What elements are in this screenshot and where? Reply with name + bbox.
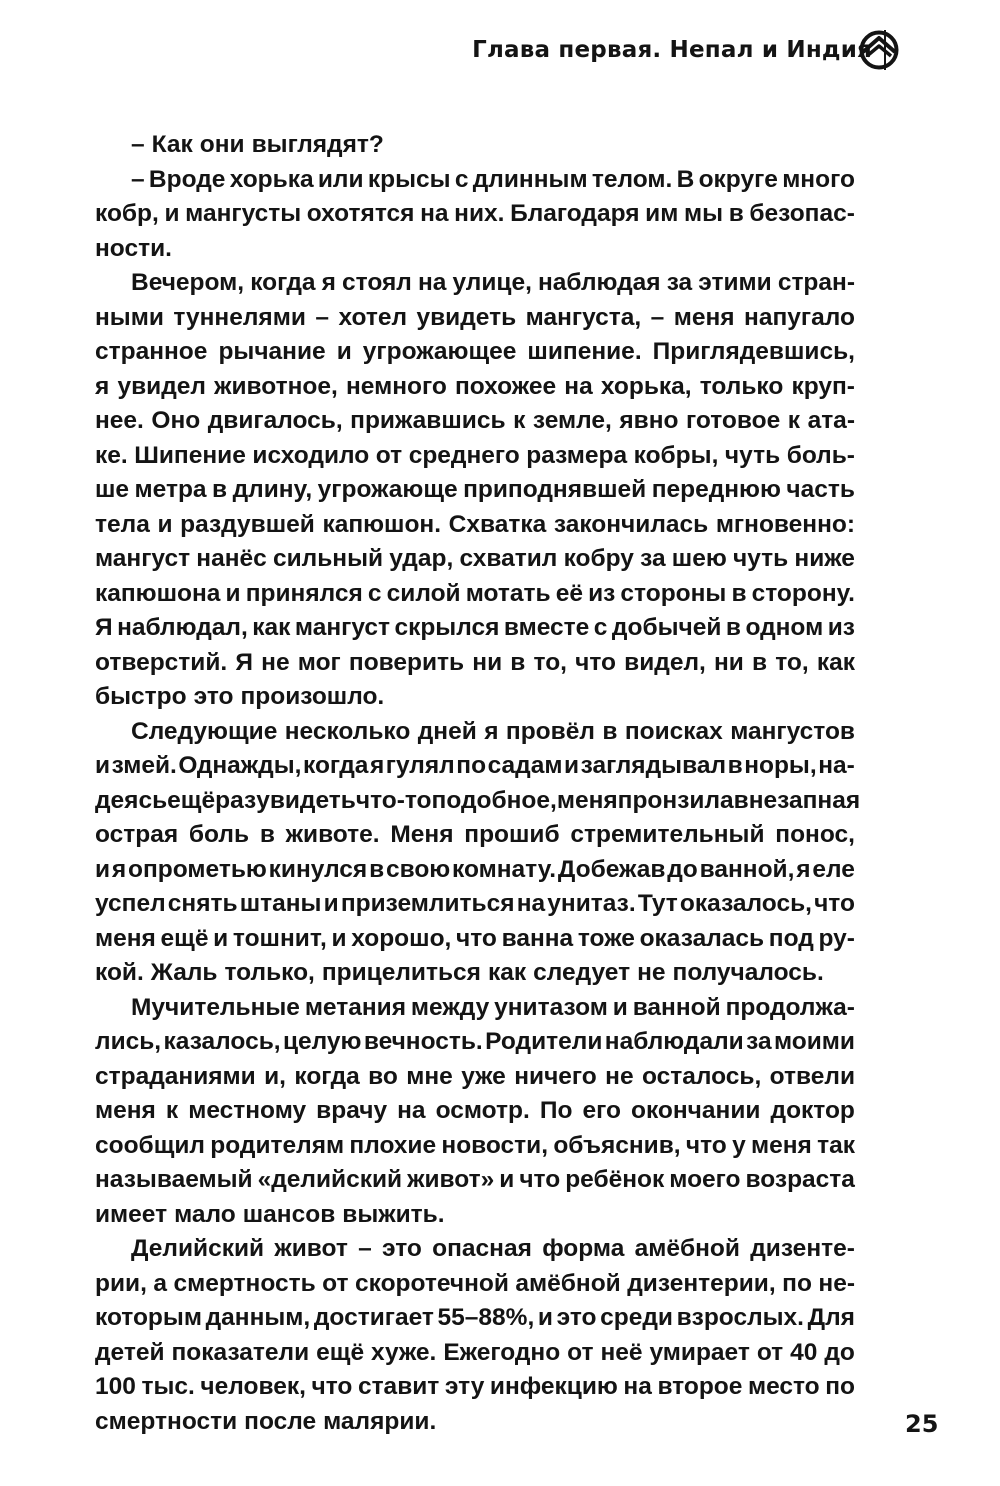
text-line: 100 тыс. человек, что ставит эту инфекцию на второе место по xyxy=(95,1373,855,1400)
text-line: называемый «делийский живот» и что ребёнок моего возраста xyxy=(95,1166,855,1193)
text-line: успел снять штаны и приземлиться на унитаз. Тут оказалось, что xyxy=(95,890,855,917)
body-text xyxy=(95,128,861,1439)
chapter-title: Глава первая. Непал и Индия xyxy=(472,37,872,63)
text-line: Следующие несколько дней я провёл в поисках мангустов xyxy=(131,717,855,745)
text-line: которым данным, достигает 55–88%, и это среди взрослых. Для xyxy=(95,1304,855,1331)
text-line: быстро это произошло. xyxy=(95,683,385,710)
running-header xyxy=(472,28,900,72)
page-number: 25 xyxy=(905,1410,939,1438)
text-line: Вечером, когда я стоял на улице, наблюдая за этими стран- xyxy=(131,269,855,296)
text-line: смертности после малярии. xyxy=(95,1407,437,1435)
text-line: – Вроде хорька или крысы с длинным телом. В округе много xyxy=(131,165,855,193)
text-line: ности. xyxy=(95,234,172,262)
text-line: я увидел животное, немного похожее на хорька, только круп- xyxy=(95,372,855,400)
text-line: кой. Жаль только, прицелиться как следует не получалось. xyxy=(95,959,824,986)
text-line: страданиями и, когда во мне уже ничего не осталось, отвели xyxy=(95,1062,855,1090)
text-line: меня к местному врачу на осмотр. По его окончании доктор xyxy=(95,1097,855,1124)
text-line: лись, казалось, целую вечность. Родители наблюдали за моими xyxy=(95,1028,855,1055)
text-line: тела и раздувшей капюшон. Схватка закончилась мгновенно: xyxy=(95,510,855,538)
text-line: – Как они выглядят? xyxy=(131,131,384,158)
text-line: Делийский живот – это опасная форма амёбной дизенте- xyxy=(131,1235,855,1262)
publisher-logo-icon xyxy=(858,29,900,71)
text-line: ными туннелями – хотел увидеть мангуста, – меня напугало xyxy=(95,303,855,331)
text-line: капюшона и принялся с силой мотать её из стороны в сторону. xyxy=(95,579,855,607)
text-line: ше метра в длину, угрожающе приподнявшей переднюю часть xyxy=(95,476,855,503)
text-line: нее. Оно двигалось, прижавшись к земле, явно готовое к ата- xyxy=(95,407,855,434)
text-line: сообщил родителям плохие новости, объяснив, что у меня так xyxy=(95,1131,855,1159)
text-line: мангуст нанёс сильный удар, схватил кобру за шею чуть ниже xyxy=(95,545,855,572)
text-line: отверстий. Я не мог поверить ни в то, что видел, ни в то, как xyxy=(95,648,855,676)
text-line: острая боль в животе. Меня прошиб стремительный понос, xyxy=(95,821,855,848)
text-line: меня ещё и тошнит, и хорошо, что ванна тоже оказалась под ру- xyxy=(95,924,855,952)
text-line: и я опрометью кинулся в свою комнату. Добежав до ванной, я еле xyxy=(95,855,855,883)
text-line: рии, а смертность от скоротечной амёбной дизентерии, по не- xyxy=(95,1269,855,1297)
text-line: странное рычание и угрожающее шипение. Приглядевшись, xyxy=(95,338,855,365)
text-line: Мучительные метания между унитазом и ванной продолжа- xyxy=(131,993,855,1021)
text-line: имеет мало шансов выжить. xyxy=(95,1200,445,1228)
text-line: Я наблюдал, как мангуст скрылся вместе с добычей в одном из xyxy=(95,614,855,641)
text-line: и змей. Однажды, когда я гулял по садам и заглядывал в норы, на- xyxy=(95,752,855,779)
text-line: детей показатели ещё хуже. Ежегодно от неё умирает от 40 до xyxy=(95,1338,855,1366)
text-line: деясь ещё раз увидеть что-то подобное, меня пронзила внезапная xyxy=(95,786,861,814)
text-line: ке. Шипение исходило от среднего размера кобры, чуть боль- xyxy=(95,441,855,469)
text-line: кобр, и мангусты охотятся на них. Благодаря им мы в безопас- xyxy=(95,200,855,227)
